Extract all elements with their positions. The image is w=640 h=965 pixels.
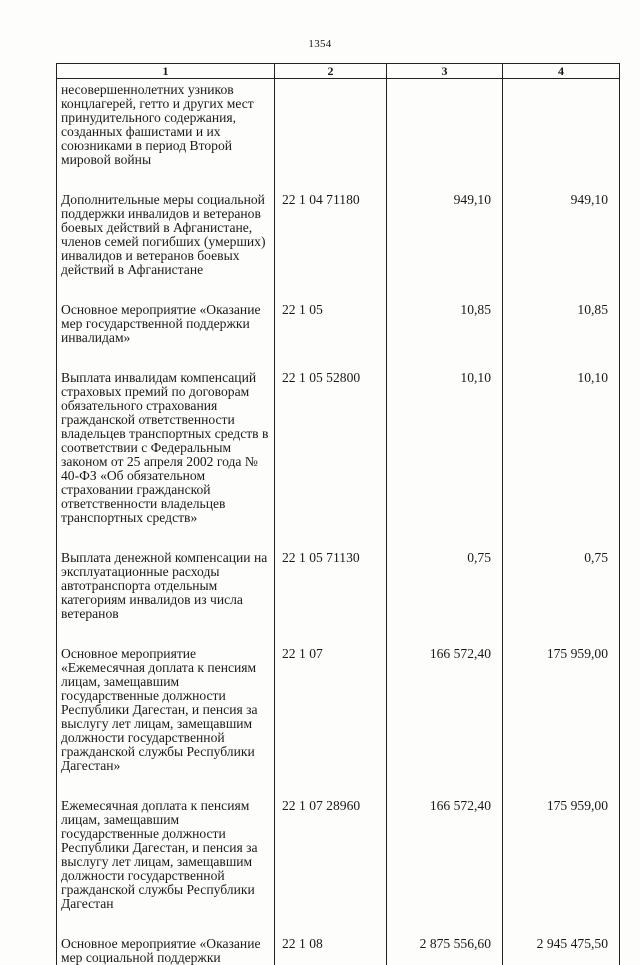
column-header-3: 3 [387, 64, 503, 79]
table-row [57, 193, 620, 303]
row-value-1: 2 875 556,60 [387, 937, 503, 965]
row-code: 22 1 05 [275, 303, 387, 371]
row-value-2: 949,10 [503, 193, 620, 303]
row-code: 22 1 07 28960 [275, 799, 387, 937]
row-name: Основное мероприятие «Оказание мер социальной поддержки [57, 937, 275, 965]
column-header-4: 4 [503, 64, 620, 79]
row-value-2: 2 945 475,50 [503, 937, 620, 965]
page-number: 1354 [308, 38, 332, 50]
row-name: Основное мероприятие «Ежемесячная доплата к пенсиям лицам, замещавшим государственные должности Республики Дагестан, и пенсия за выслугу лет лицам, замещавшим должности государственной гражданской службы Республики Дагестан» [57, 647, 275, 799]
column-header-1: 1 [57, 64, 275, 79]
row-value-2: 10,85 [503, 303, 620, 371]
table-row [57, 937, 620, 965]
row-value-2: 0,75 [503, 551, 620, 647]
row-code: 22 1 05 71130 [275, 551, 387, 647]
table-row [57, 79, 620, 194]
row-name: Выплата инвалидам компенсаций страховых премий по договорам обязательного страхования гражданской ответственности владельцев транспортных средств в соответствии с Федеральным законом от 25 апреля 2002 года № 40-ФЗ «Об обязательном страховании гражданской ответственности владельцев транспортных средств» [57, 371, 275, 551]
row-name: Ежемесячная доплата к пенсиям лицам, замещавшим государственные должности Республики Дагестан, и пенсия за выслугу лет лицам, замещавшим должности государственной гражданской службы Республики Дагестан [57, 799, 275, 937]
row-value-1: 166 572,40 [387, 647, 503, 799]
row-code: 22 1 07 [275, 647, 387, 799]
table-row [57, 303, 620, 371]
row-value-2 [503, 79, 620, 194]
row-name: Основное мероприятие «Оказание мер государственной поддержки инвалидам» [57, 303, 275, 371]
row-code [275, 79, 387, 194]
row-value-1: 10,10 [387, 371, 503, 551]
row-name: несовершеннолетних узников концлагерей, гетто и других мест принудительного содержания, созданных фашистами и их союзниками в период Второй мировой войны [57, 79, 275, 194]
row-value-1: 10,85 [387, 303, 503, 371]
row-value-1: 949,10 [387, 193, 503, 303]
row-name: Дополнительные меры социальной поддержки инвалидов и ветеранов боевых действий в Афганистане, членов семей погибших (умерших) инвалидов и ветеранов боевых действий в Афганистане [57, 193, 275, 303]
column-header-2: 2 [275, 64, 387, 79]
table-row [57, 799, 620, 937]
row-code: 22 1 05 52800 [275, 371, 387, 551]
table-row [57, 647, 620, 799]
row-value-1: 166 572,40 [387, 799, 503, 937]
row-value-1: 0,75 [387, 551, 503, 647]
row-value-2: 10,10 [503, 371, 620, 551]
budget-table [56, 63, 620, 965]
table-row [57, 371, 620, 551]
table-header-row [57, 64, 620, 79]
row-value-2: 175 959,00 [503, 799, 620, 937]
row-code: 22 1 04 71180 [275, 193, 387, 303]
row-value-1 [387, 79, 503, 194]
row-name: Выплата денежной компенсации на эксплуатационные расходы автотранспорта отдельным категориям инвалидов из числа ветеранов [57, 551, 275, 647]
row-code: 22 1 08 [275, 937, 387, 965]
table-row [57, 551, 620, 647]
row-value-2: 175 959,00 [503, 647, 620, 799]
